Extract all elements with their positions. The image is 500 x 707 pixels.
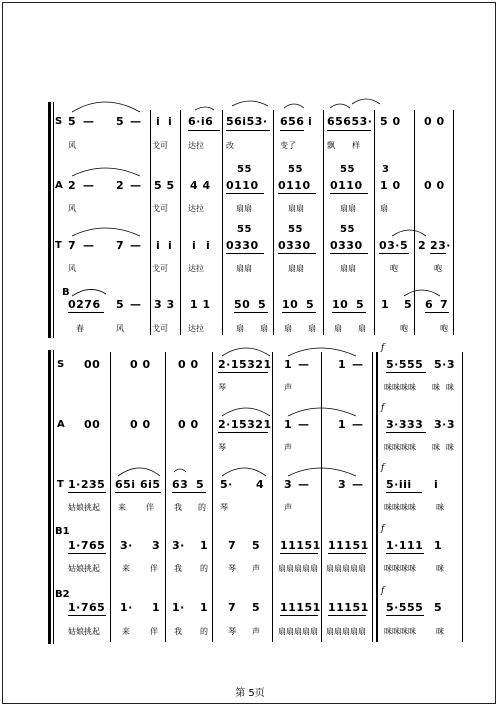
note: 0 0 [130,358,151,371]
lyric: 咪 [436,627,444,636]
slur [72,168,140,176]
note: 1·765 [68,539,106,552]
lyric: 姑娘挑起 [68,503,100,512]
note: 0110 [278,179,311,192]
note: — [130,239,142,252]
note: 1·235 [68,478,106,491]
note: 1 [434,539,443,552]
note: 10 [332,298,349,311]
note: 7 [68,239,77,252]
note: — [352,358,364,371]
lyric: 我 [174,503,182,512]
lyric: 春 [76,324,84,333]
lyric: 达拉 [188,141,204,150]
lyric: 咪咪咪咪 [384,443,416,452]
note: 5· [220,478,233,491]
slur [222,408,270,416]
note: 3·333 [386,418,424,431]
note: — [298,478,310,491]
note: 55 [288,224,303,235]
lyric: 扇 [334,324,342,333]
lyric: 咆 [400,324,408,333]
note: 5 [196,478,205,491]
note: 03·5 [379,239,409,252]
note: 1 0 [380,179,401,192]
lyric: 咆 [440,324,448,333]
note: 1 [152,601,161,614]
note: 1·111 [386,539,424,552]
note: 3· [120,539,133,552]
note: 11151 [280,539,321,552]
lyric: 咪咪咪咪 [384,503,416,512]
lyric: 咆 [390,264,398,273]
lyric: 来 [122,564,130,573]
note: 4 [256,478,265,491]
lyric: 声 [284,503,292,512]
lyric: 琴 [228,564,236,573]
note: 56i53· [226,115,268,128]
slur [222,348,270,356]
note: 0110 [330,179,363,192]
lyric: 琴 [220,503,228,512]
note: 0330 [226,239,259,252]
part-label: B1 [55,526,70,537]
note: 0110 [226,179,259,192]
slur [392,230,426,236]
dynamic-forte: f [381,463,385,473]
lyric: 戈可 [152,141,168,150]
lyric: 我 [174,564,182,573]
note: 1 [338,418,347,431]
lyric: 声 [252,564,260,573]
note: 11151 [328,539,369,552]
lyric: 扇 [284,324,292,333]
note: 65i [115,478,136,491]
note: 5·3 [434,358,455,371]
lyric: 伴 [150,564,158,573]
lyric: 扇扇 [288,264,304,273]
lyric: 达拉 [188,324,204,333]
note: 5 [434,601,443,614]
lyric: 咪 [436,503,444,512]
slur [174,469,186,472]
note: 2·15321 [218,418,272,431]
slur [284,104,304,108]
note: — [352,418,364,431]
note: i [168,239,173,252]
part-label: T [55,240,62,251]
note: — [83,239,95,252]
note: 2·15321 [218,358,272,371]
note: 2 [68,179,77,192]
note: i [206,239,211,252]
note: — [130,298,142,311]
note: 1 [200,539,209,552]
slur [72,102,140,112]
lyric: 扇扇扇扇扇 [278,627,318,636]
note: 6 [425,298,434,311]
note: i [156,239,161,252]
note: 5 [116,115,125,128]
lyric: 咪 [432,383,440,392]
slur [352,99,380,104]
lyric: 变了 [280,141,296,150]
slur [288,408,356,416]
note: 3 3 [154,298,175,311]
page-number: 第 5页 [235,688,265,699]
note: 3· [172,539,185,552]
note: 0 0 [130,418,151,431]
dynamic-forte: f [381,343,385,353]
lyric: 咪 [436,564,444,573]
note: 5 [252,539,261,552]
note: 11151 [328,601,369,614]
note: 7 [228,601,237,614]
slur [72,228,140,236]
slur [330,104,350,108]
part-label: B [62,287,70,298]
note: 5·iii [386,478,412,491]
lyric: 扇扇 [340,204,356,213]
lyric: 咆 [434,264,442,273]
note: 3 [284,478,293,491]
dynamic-forte: f [381,586,385,596]
part-label: A [55,180,63,191]
lyric: 伴 [150,627,158,636]
note: 5 [356,298,365,311]
note: 7 [228,539,237,552]
lyric: 扇 [260,324,268,333]
note: i [434,478,439,491]
lyric: 扇扇 [236,204,252,213]
note: 5 [68,115,77,128]
note: — [298,418,310,431]
dynamic-forte: f [381,403,385,413]
lyric: 达拉 [188,204,204,213]
lyric: 咪 [446,443,454,452]
lyric: 姑娘挑起 [68,564,100,573]
note: 00 [84,418,101,431]
note: 7 [440,298,449,311]
note: 3 [152,539,161,552]
lyric: 姑娘挑起 [68,627,100,636]
note: — [83,179,95,192]
lyric: 琴 [218,443,226,452]
note: i [168,115,173,128]
slur [404,290,440,296]
lyric: 扇 [308,324,316,333]
note: 65653· [327,115,373,128]
lyric: 咪 [432,443,440,452]
note: 11151 [280,601,321,614]
part-label: S [57,359,65,370]
note: — [298,358,310,371]
note: 50 [234,298,251,311]
lyric: 风 [68,141,76,150]
slur [288,348,356,356]
note: 00 [84,358,101,371]
lyric: 改 [226,141,234,150]
lyric: 扇扇 [288,204,304,213]
note: 5 [258,298,267,311]
slur [195,107,214,110]
dynamic-forte: f [381,524,385,534]
note: — [83,115,95,128]
note: 0 0 [424,115,445,128]
note: 1 1 [190,298,211,311]
note: 1·765 [68,601,106,614]
note: — [130,179,142,192]
note: 55 [237,224,252,235]
slur [232,101,268,106]
note: 6i5 [140,478,161,491]
note: 1 [338,358,347,371]
note: 1· [120,601,133,614]
part-label: A [57,419,65,430]
lyric: 琴 [218,383,226,392]
note: 7 [116,239,125,252]
lyric: 声 [284,443,292,452]
slur [72,289,106,296]
lyric: 咪咪咪咪 [384,627,416,636]
note: 5 [404,298,413,311]
note: 5 [306,298,315,311]
note: 0 0 [178,418,199,431]
note: 63 [172,478,189,491]
lyric: 咪 [446,383,454,392]
lyric: 声 [252,627,260,636]
slur [118,468,160,476]
note: — [352,478,364,491]
note: 4 4 [190,179,211,192]
note: 3 [338,478,347,491]
note: 0276 [68,298,101,311]
lyric: 琴 [228,627,236,636]
note: 5 0 [380,115,401,128]
slur [288,468,356,476]
note: 3 [382,164,390,175]
note: 2 [116,179,125,192]
part-label: T [57,479,64,490]
note: 2 [418,239,427,252]
note: 0 0 [178,358,199,371]
lyric: 戈可 [152,204,168,213]
lyric: 戈可 [152,264,168,273]
lyric: 的 [200,627,208,636]
part-label: B2 [55,589,70,600]
note: 0 0 [424,179,445,192]
note: 5 [116,298,125,311]
lyric: 扇 [358,324,366,333]
note: 1 [284,418,293,431]
note: i [192,239,197,252]
lyric: 风 [68,204,76,213]
note: 1 [284,358,293,371]
lyric: 风 [116,324,124,333]
note: 656 [280,115,305,128]
lyric: 声 [284,383,292,392]
note: 1 [200,601,209,614]
lyric: 风 [68,264,76,273]
lyric: 飘 [327,141,335,150]
lyric: 咪咪咪咪 [384,383,416,392]
lyric: 我 [174,627,182,636]
lyric: 达拉 [188,264,204,273]
lyric: 扇扇 [236,264,252,273]
note: 1· [172,601,185,614]
lyric: 样 [352,141,360,150]
note: 5 5 [154,179,175,192]
note: 55 [237,164,252,175]
note: 3·3 [434,418,455,431]
lyric: 的 [200,564,208,573]
lyric: 来 [122,627,130,636]
note: 55 [288,164,303,175]
lyric: 扇 [380,204,388,213]
note: i [156,115,161,128]
note: — [130,115,142,128]
lyric: 扇扇扇扇扇 [278,564,318,573]
lyric: 扇扇扇扇扇 [326,627,366,636]
note: 0330 [278,239,311,252]
lyric: 扇扇扇扇扇 [326,564,366,573]
lyric: 扇 [236,324,244,333]
slur [222,468,266,476]
note: 55 [340,224,355,235]
note: i [308,115,313,128]
lyric: 的 [198,503,206,512]
lyric: 来 [118,503,126,512]
lyric: 咪咪咪咪 [384,564,416,573]
part-label: S [55,116,63,127]
note: 10 [282,298,299,311]
lyric: 扇扇 [340,264,356,273]
note: 23· [430,239,451,252]
note: 5 [252,601,261,614]
note: 1 [381,298,390,311]
lyric: 戈可 [152,324,168,333]
lyric: 伴 [146,503,154,512]
note: 5·555 [386,601,424,614]
note: 6·i6 [188,115,214,128]
note: 55 [340,164,355,175]
note: 0330 [330,239,363,252]
note: 5·555 [386,358,424,371]
